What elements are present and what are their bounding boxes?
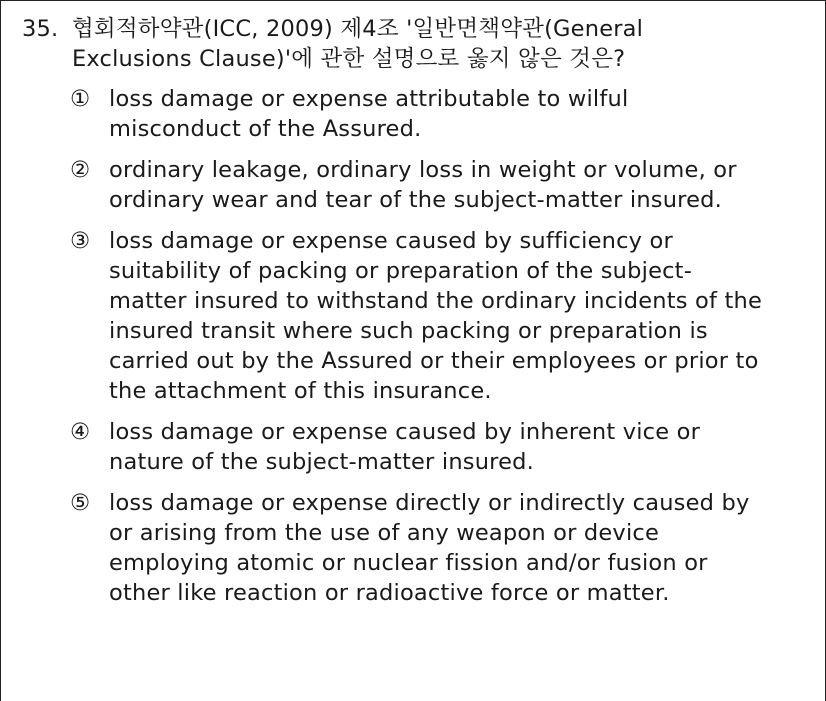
option-text: loss damage or expense attributable to wilful misconduct of the Assured. [109, 86, 629, 142]
option-marker: ① [70, 86, 91, 112]
answer-option-5[interactable] [70, 488, 762, 608]
option-marker: ④ [70, 419, 91, 445]
question-number: 35. [22, 16, 59, 42]
option-marker: ③ [70, 228, 91, 254]
option-marker: ② [70, 157, 91, 183]
question-text: 협회적하약관(ICC, 2009) 제4조 '일반면책약관(General Exclusions Clause)'에 관한 설명으로 옳지 않은 것은? [72, 16, 644, 72]
answer-option-4[interactable] [70, 417, 762, 477]
question [22, 14, 762, 619]
option-text: ordinary leakage, ordinary loss in weight or volume, or ordinary wear and tear of the subject-matter insured. [109, 157, 737, 213]
option-text: loss damage or expense directly or indirectly caused by or arising from the use of any weapon or device employing atomic or nuclear fission and/or fusion or other like reaction or radioactive force or matter. [109, 490, 750, 606]
answer-option-1[interactable] [70, 84, 762, 144]
question-stem [22, 14, 762, 74]
option-marker: ⑤ [70, 490, 91, 516]
option-text: loss damage or expense caused by sufficiency or suitability of packing or preparation of the subject-matter insured to withstand the ordinary incidents of the insured transit where such packing or preparation is carried out by the Assured or their employees or prior to the attachment of this insurance. [109, 228, 763, 404]
answer-option-3[interactable] [70, 226, 762, 406]
option-text: loss damage or expense caused by inherent vice or nature of the subject-matter insured. [109, 419, 701, 475]
answer-options [22, 84, 762, 608]
answer-option-2[interactable] [70, 155, 762, 215]
